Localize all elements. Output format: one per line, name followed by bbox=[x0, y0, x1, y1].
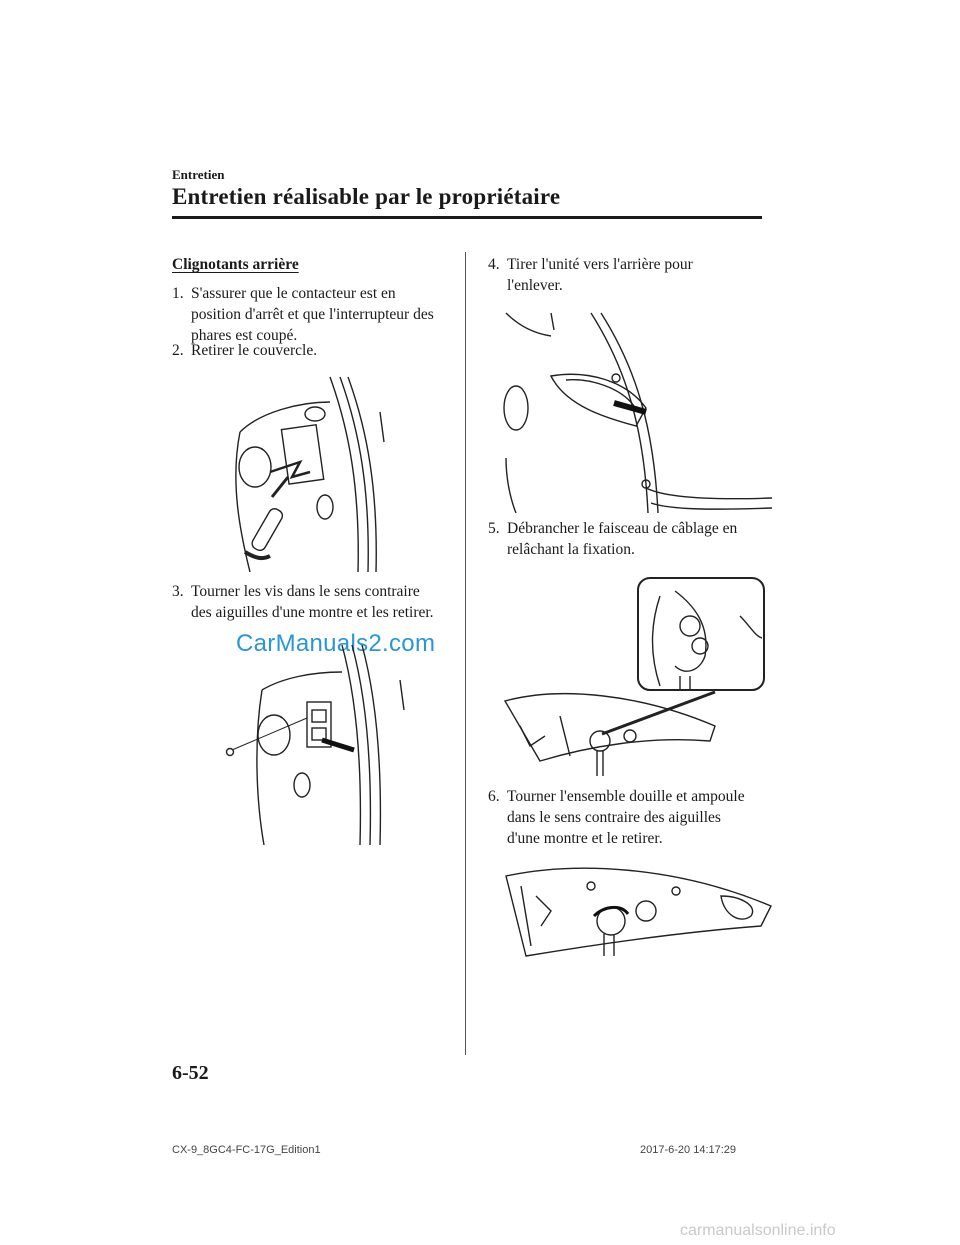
step-text-line: l'enlever. bbox=[507, 277, 563, 294]
column-divider bbox=[465, 252, 466, 1055]
footer-timestamp: 2017-6-20 14:17:29 bbox=[640, 1144, 737, 1156]
step-text-line: relâchant la fixation. bbox=[507, 541, 635, 558]
step-number: 3. bbox=[172, 583, 184, 600]
section-label: Entretien bbox=[172, 167, 225, 182]
section-subheading: Clignotants arrière bbox=[172, 256, 299, 273]
step-6 bbox=[488, 786, 778, 852]
step-text-line: phares est coupé. bbox=[191, 327, 298, 344]
step-text-line: Débrancher le faisceau de câblage en bbox=[507, 520, 738, 537]
step-number: 4. bbox=[488, 256, 500, 273]
step-text-line: position d'arrêt et que l'interrupteur des bbox=[191, 306, 434, 323]
step-text-line: des aiguilles d'une montre et les retirer. bbox=[191, 604, 434, 621]
step-text-line: Tirer l'unité vers l'arrière pour bbox=[507, 256, 693, 273]
figure-remove-screws bbox=[222, 640, 422, 845]
step-number: 6. bbox=[488, 788, 500, 805]
page-number: 6-52 bbox=[172, 1062, 209, 1084]
page-title: Entretien réalisable par le propriétaire bbox=[172, 184, 561, 209]
step-text-line: S'assurer que le contacteur est en bbox=[191, 285, 396, 302]
step-text-line: Tourner l'ensemble douille et ampoule bbox=[507, 788, 745, 805]
figure-turn-socket bbox=[496, 856, 774, 974]
step-3 bbox=[172, 581, 462, 625]
watermark: CarManuals2.com bbox=[236, 630, 436, 657]
header-rule bbox=[172, 216, 762, 219]
step-2 bbox=[172, 340, 462, 362]
step-text-line: Retirer le couvercle. bbox=[191, 342, 318, 359]
step-number: 2. bbox=[172, 342, 184, 359]
footer-document-id: CX-9_8GC4-FC-17G_Edition1 bbox=[172, 1144, 321, 1156]
step-text-line: Tourner les vis dans le sens contraire bbox=[191, 583, 420, 600]
step-number: 1. bbox=[172, 285, 184, 302]
figure-remove-cover bbox=[230, 372, 410, 572]
step-4 bbox=[488, 254, 778, 298]
site-watermark: carmanualsonline.info bbox=[680, 1222, 836, 1239]
step-text-line: dans le sens contraire des aiguilles bbox=[507, 809, 721, 826]
step-5 bbox=[488, 518, 778, 562]
step-number: 5. bbox=[488, 520, 500, 537]
figure-pull-unit bbox=[496, 308, 772, 513]
figure-disconnect-harness bbox=[500, 576, 770, 781]
step-text-line: d'une montre et le retirer. bbox=[507, 830, 663, 847]
